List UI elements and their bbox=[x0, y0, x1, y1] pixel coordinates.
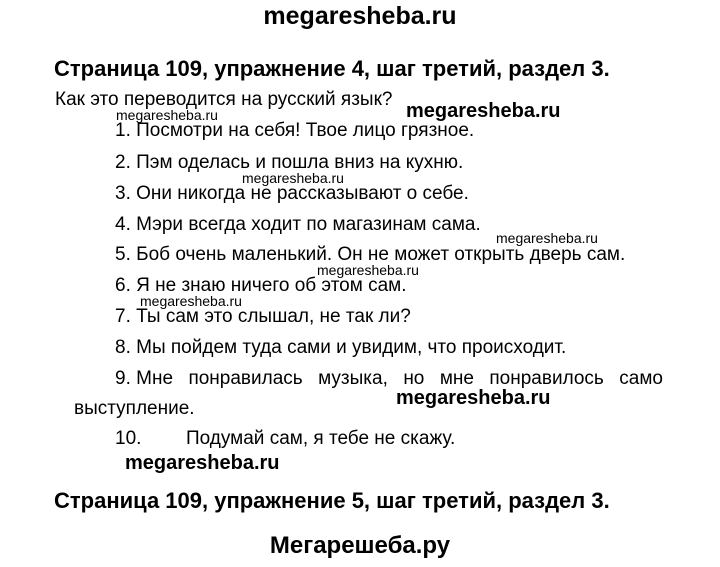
watermark: megaresheba.ru bbox=[140, 293, 242, 309]
footer-title: Мегарешеба.ру bbox=[269, 532, 451, 559]
list-item-9-line bbox=[115, 368, 663, 390]
list-item: 7. Ты сам это слышал, не так ли? bbox=[115, 306, 411, 327]
list-item: 2. Пэм оделась и пошла вниз на кухню. bbox=[115, 152, 464, 173]
word: понравилась bbox=[188, 368, 303, 389]
list-item-9-continuation: выступление. bbox=[74, 398, 195, 419]
list-item: 8. Мы пойдем туда сами и увидим, что происходит. bbox=[115, 337, 567, 358]
word: само bbox=[619, 368, 663, 389]
list-item: 4. Мэри всегда ходит по магазинам сама. bbox=[115, 214, 481, 235]
word: но bbox=[403, 368, 425, 389]
list-item-10-number: 10. bbox=[115, 428, 142, 449]
watermark: megaresheba.ru bbox=[125, 452, 280, 474]
watermark: megaresheba.ru bbox=[317, 262, 419, 278]
watermark: megaresheba.ru bbox=[396, 387, 551, 409]
watermark: megaresheba.ru bbox=[496, 230, 598, 246]
exercise-4-heading: Страница 109, упражнение 4, шаг третий, раздел 3. bbox=[54, 56, 610, 81]
watermark: megaresheba.ru bbox=[406, 100, 561, 122]
list-item: 3. Они никогда не рассказывают о себе. bbox=[115, 183, 469, 204]
word: мне bbox=[439, 368, 474, 389]
question-text: Как это переводится на русский язык? bbox=[55, 89, 393, 110]
word: понравилось bbox=[489, 368, 604, 389]
site-title: megaresheba.ru bbox=[263, 2, 457, 30]
list-item-10-text: Подумай сам, я тебе не скажу. bbox=[186, 428, 456, 449]
list-item: 5. Боб очень маленький. Он не может открыть дверь сам. bbox=[115, 244, 626, 265]
word: 9. Мне bbox=[115, 368, 174, 389]
watermark: megaresheba.ru bbox=[242, 170, 344, 186]
watermark: megaresheba.ru bbox=[116, 107, 218, 123]
list-item: 6. Я не знаю ничего об этом сам. bbox=[115, 275, 407, 296]
exercise-5-heading: Страница 109, упражнение 5, шаг третий, раздел 3. bbox=[54, 488, 610, 513]
word: музыка, bbox=[318, 368, 388, 389]
list-item: 1. Посмотри на себя! Твое лицо грязное. bbox=[115, 120, 475, 141]
